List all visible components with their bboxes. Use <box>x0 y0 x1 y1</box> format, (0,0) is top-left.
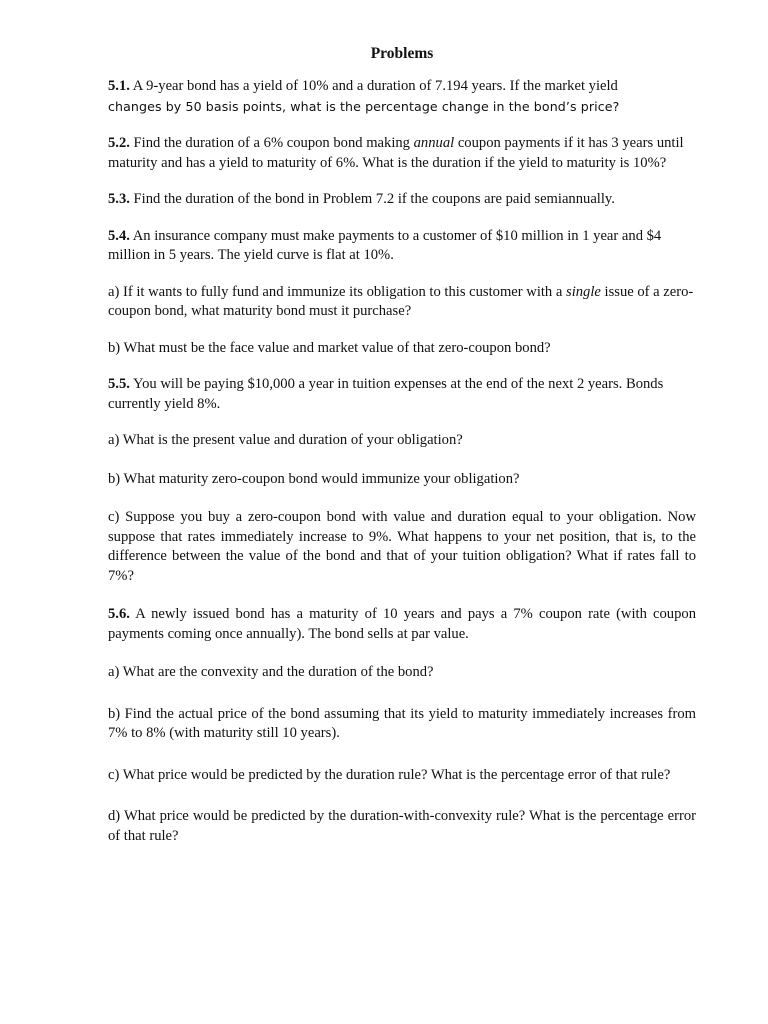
problem-5-4-part-a <box>108 283 696 322</box>
emphasis-text: single <box>566 283 601 300</box>
problem-5-5-part-c: c) Suppose you buy a zero-coupon bond with value and duration equal to your obligation. Now suppose that rates immediately increase to 9%. What happens to your net position, that is, to the difference between the value of the bond and that of your tuition obligation? What if rates fall to 7%? <box>108 509 696 584</box>
problem-5-1 <box>108 77 696 117</box>
problem-number: 5.2. <box>108 135 130 151</box>
problem-text: An insurance company must make payments to a customer of $10 million in 1 year and $4 million in 5 years. The yield curve is flat at 10%. <box>108 227 662 263</box>
problem-5-6-part-b: b) Find the actual price of the bond assuming that its yield to maturity immediately increases from 7% to 8% (with maturity still 10 years). <box>108 705 696 741</box>
problem-5-5-part-b: b) What maturity zero-coupon bond would immunize your obligation? <box>108 470 520 487</box>
problem-text: A 9-year bond has a yield of 10% and a duration of 7.194 years. If the market yield <box>129 78 618 94</box>
problem-5-6-part-a: a) What are the convexity and the duration of the bond? <box>108 664 434 680</box>
part-text: a) If it wants to fully fund and immunize its obligation to this customer with a <box>108 283 567 300</box>
problem-number: 5.5. <box>108 376 130 392</box>
problem-text: Find the duration of the bond in Problem 7.2 if the coupons are paid semiannually. <box>129 191 615 207</box>
part-text-continued: issue of a zero-coupon bond, what maturity bond must it purchase? <box>108 283 694 319</box>
page-title: Problems <box>370 45 434 62</box>
problem-5-6 <box>108 605 696 644</box>
problem-number: 5.6. <box>108 606 130 622</box>
problem-text: You will be paying $10,000 a year in tuition expenses at the end of the next 2 years. Bonds currently yield 8%. <box>108 376 664 412</box>
problem-5-5-part-a: a) What is the present value and duration of your obligation? <box>108 432 463 448</box>
problem-text-continued: coupon payments if it has 3 years until maturity and has a yield to maturity of 6%. What is the duration if the yield to maturity is 10%? <box>108 135 684 171</box>
problem-number: 5.3. <box>108 191 130 207</box>
problem-text-continued: changes by 50 basis points, what is the percentage change in the bond’s price? <box>108 98 620 114</box>
problem-number: 5.1. <box>108 78 130 94</box>
problem-5-5 <box>108 375 696 414</box>
problem-text: A newly issued bond has a maturity of 10 years and pays a 7% coupon rate (with coupon payments coming once annually). The bond sells at par value. <box>108 606 696 642</box>
problem-5-4-part-b: b) What must be the face value and market value of that zero-coupon bond? <box>108 339 551 356</box>
problem-number: 5.4. <box>108 227 130 244</box>
problem-5-4 <box>108 227 696 266</box>
problem-5-2 <box>108 134 696 173</box>
problem-5-3 <box>108 190 696 210</box>
document-page <box>108 44 696 846</box>
problem-text: Find the duration of a 6% coupon bond making <box>129 135 414 151</box>
emphasis-text: annual <box>413 135 455 151</box>
problem-5-6-part-c: c) What price would be predicted by the duration rule? What is the percentage error of that rule? <box>108 766 671 783</box>
problem-5-6-part-d: d) What price would be predicted by the duration-with-convexity rule? What is the percentage error of that rule? <box>108 808 696 844</box>
